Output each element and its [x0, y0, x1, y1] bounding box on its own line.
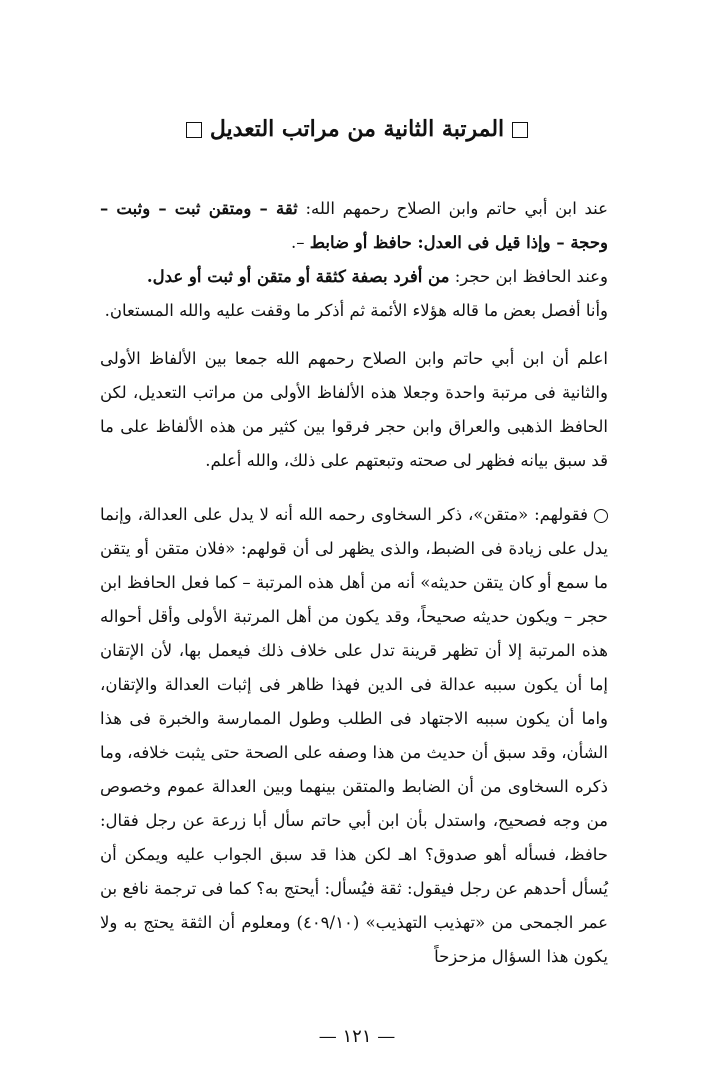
page-number: — ١٢١ —	[318, 1026, 396, 1047]
square-ornament-icon	[512, 122, 528, 138]
circle-bullet-icon	[594, 509, 608, 523]
line-detail: وأنا أفصل بعض ما قاله هؤلاء الأئمة ثم أذكر ما وقفت عليه والله المستعان.	[104, 301, 608, 320]
line-ibn-hajar: وعند الحافظ ابن حجر: من أفرد بصفة كثقة أو متقن أو ثبت أو عدل.	[146, 267, 608, 286]
section-title: المرتبة الثانية من مراتب التعديل	[209, 116, 505, 142]
paragraph-definitions	[100, 192, 608, 328]
paragraph-mutqin: فقولهم: «متقن»، ذكر السخاوى رحمه الله أنه لا يدل على العدالة، وإنما يدل على زيادة فى الضبط، والذى يظهر لى أن قولهم: «فلان متقن أو يتقن ما سمع أو كان يتقن حديثه» أنه من أهل هذه المرتبة – كما فعل الحافظ ابن حجر – ويكون حديثه صحيحاً، وقد يكون من أهل المرتبة الأولى وأقل أحواله هذه المرتبة إلا أن تظهر قرينة تدل على خلاف ذلك فيعمل بها، لأن الإتقان إما أن يكون سببه عدالة فى الدين فهذا ظاهر فى إثبات العدالة والإتقان، واما أن يكون سببه الاجتهاد فى الطلب وطول الممارسة والخبرة فى هذا الشأن، وقد سبق أن حديث من هذا وصفه على الصحة حتى يثبت خلافه، وما ذكره السخاوى من أن الضابط والمتقن بينهما وبين العدالة عموم وخصوص من وجه فصحيح، واستدل بأن ابن أبي حاتم سأل أبا زرعة عن رجل فقال: حافظ، فسأله أهو صدوق؟ اهـ لكن هذا قد سبق الجواب عليه ويمكن أن يُسأل أحدهم عن رجل فيقول: ثقة فيُسأل: أيحتج به؟ كما فى ترجمة نافع بن عمر الجمحى من «تهذيب التهذيب» (٤٠٩/١٠) ومعلوم أن الثقة يحتج به ولا يكون هذا السؤال مزحزحاً	[100, 505, 608, 966]
paragraph-explanation: اعلم أن ابن أبي حاتم وابن الصلاح رحمهم الله جمعا بين الألفاظ الأولى والثانية فى مرتبة واحدة وجعلا هذه الألفاظ الأولى من مراتب التعديل، لكن الحافظ الذهبى والعراق وابن حجر فرقوا بين كثير من هذه الألفاظ على ما قد سبق بيانه فظهر لى صحته وتبعتهم على ذلك، والله أعلم.	[100, 349, 608, 470]
line-ranks: عند ابن أبي حاتم وابن الصلاح رحمهم الله: ثقة – ومتقن ثبت – وثبت – وحجة – وإذا قيل فى العدل: حافظ أو ضابط –.	[100, 199, 608, 252]
square-ornament-icon	[186, 122, 202, 138]
section-heading	[0, 112, 714, 146]
